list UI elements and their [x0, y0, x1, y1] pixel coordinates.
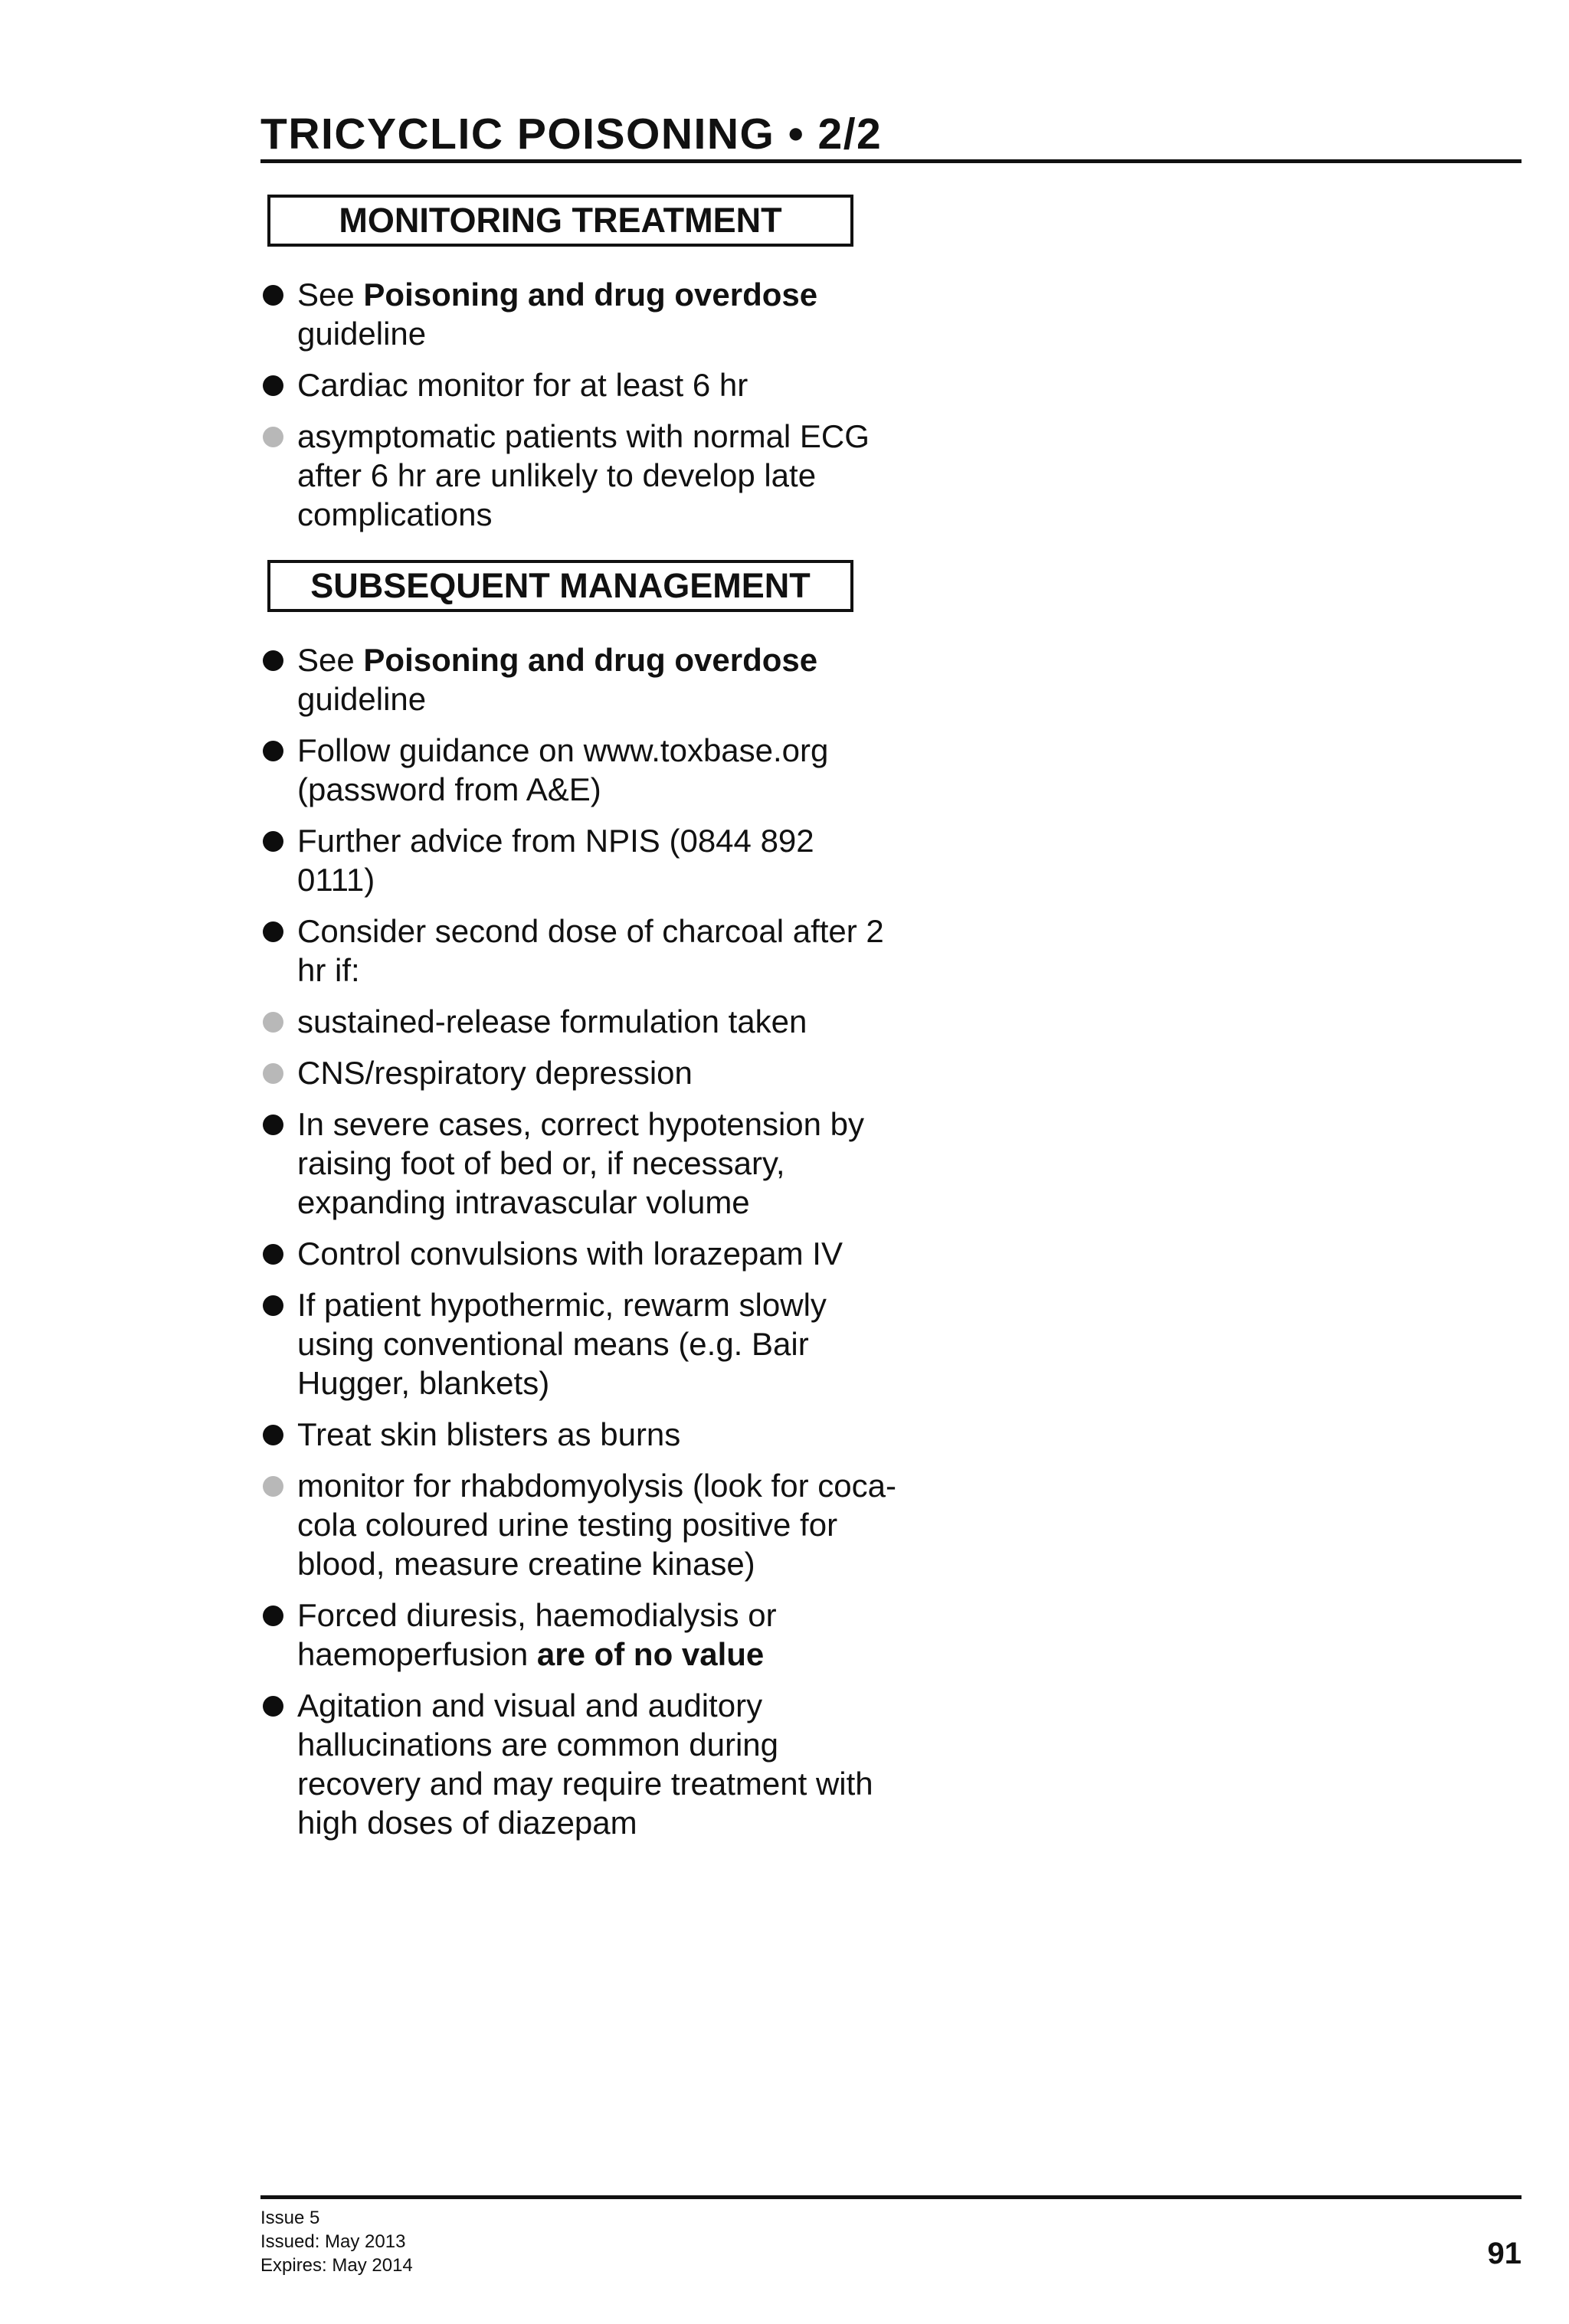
bullet-dot-icon — [263, 650, 283, 671]
bullet-dot-icon — [263, 831, 283, 852]
bullet-dot-icon — [263, 921, 283, 942]
subsequent-management-list — [260, 640, 896, 1854]
bullet-item — [260, 1105, 896, 1222]
bullet-text-bold: are of no value — [536, 1636, 765, 1672]
bullet-item — [260, 912, 896, 990]
bullet-dot-icon — [263, 285, 283, 306]
bullet-text-before: See — [297, 277, 364, 313]
sub-bullet-dot-icon — [263, 1063, 283, 1084]
bullet-item — [260, 1053, 896, 1092]
bullet-item — [260, 1002, 896, 1041]
bullet-dot-icon — [263, 375, 283, 396]
bullet-text-before: Control convulsions with lorazepam IV — [297, 1236, 843, 1272]
bullet-text-before: Forced diuresis, haemodialysis or haemoperfusion — [297, 1597, 777, 1672]
expires-date: Expires: May 2014 — [260, 2255, 413, 2276]
bullet-item — [260, 1234, 896, 1273]
bullet-item — [260, 1285, 896, 1403]
bullet-text-before: monitor for rhabdomyolysis (look for coca-cola coloured urine testing positive for blood, measure creatine kinase) — [297, 1468, 896, 1582]
bullet-dot-icon — [263, 1425, 283, 1445]
bullet-item — [260, 1686, 896, 1842]
title-divider — [260, 159, 1522, 163]
bullet-dot-icon — [263, 1295, 283, 1316]
bullet-item — [260, 821, 896, 899]
bullet-item — [260, 275, 896, 353]
footer-divider — [260, 2195, 1522, 2199]
bullet-text-after: guideline — [297, 316, 427, 352]
sub-bullet-dot-icon — [263, 1476, 283, 1497]
bullet-text-before: In severe cases, correct hypotension by raising foot of bed or, if necessary, expanding intravascular volume — [297, 1106, 865, 1220]
bullet-dot-icon — [263, 1696, 283, 1717]
bullet-item — [260, 1596, 896, 1674]
bullet-text-after: guideline — [297, 681, 427, 717]
bullet-text-before: CNS/respiratory depression — [297, 1055, 693, 1091]
issue-number: Issue 5 — [260, 2208, 320, 2228]
bullet-dot-icon — [263, 1115, 283, 1135]
bullet-text-before: Follow guidance on www.toxbase.org (password from A&E) — [297, 732, 829, 807]
bullet-text-bold: Poisoning and drug overdose — [363, 642, 818, 678]
bullet-text-before: Cardiac monitor for at least 6 hr — [297, 367, 748, 403]
bullet-item — [260, 1415, 896, 1454]
bullet-item — [260, 1466, 896, 1583]
issued-date: Issued: May 2013 — [260, 2231, 406, 2252]
sub-bullet-dot-icon — [263, 1012, 283, 1033]
bullet-text-bold: Poisoning and drug overdose — [363, 277, 818, 313]
bullet-item — [260, 417, 896, 534]
bullet-text-before: Treat skin blisters as burns — [297, 1416, 681, 1452]
monitoring-treatment-list — [260, 275, 896, 546]
bullet-dot-icon — [263, 1244, 283, 1265]
bullet-text-before: Agitation and visual and auditory hallucinations are common during recovery and may require treatment with high doses of diazepam — [297, 1687, 873, 1841]
subsequent-management-heading: SUBSEQUENT MANAGEMENT — [267, 560, 853, 612]
bullet-dot-icon — [263, 741, 283, 761]
page-number: 91 — [1487, 2237, 1522, 2270]
bullet-text-before: If patient hypothermic, rewarm slowly using conventional means (e.g. Bair Hugger, blankets) — [297, 1287, 827, 1401]
monitoring-treatment-heading: MONITORING TREATMENT — [267, 195, 853, 247]
bullet-text-before: sustained-release formulation taken — [297, 1003, 807, 1039]
sub-bullet-dot-icon — [263, 427, 283, 447]
bullet-item — [260, 640, 896, 718]
bullet-text-before: See — [297, 642, 364, 678]
bullet-text-before: asymptomatic patients with normal ECG after 6 hr are unlikely to develop late complications — [297, 418, 870, 532]
page-title: TRICYCLIC POISONING • 2/2 — [260, 110, 883, 159]
bullet-item — [260, 731, 896, 809]
bullet-item — [260, 365, 896, 404]
bullet-text-before: Further advice from NPIS (0844 892 0111) — [297, 823, 814, 898]
bullet-text-before: Consider second dose of charcoal after 2 hr if: — [297, 913, 884, 988]
footer-meta — [260, 2206, 413, 2277]
bullet-dot-icon — [263, 1606, 283, 1626]
